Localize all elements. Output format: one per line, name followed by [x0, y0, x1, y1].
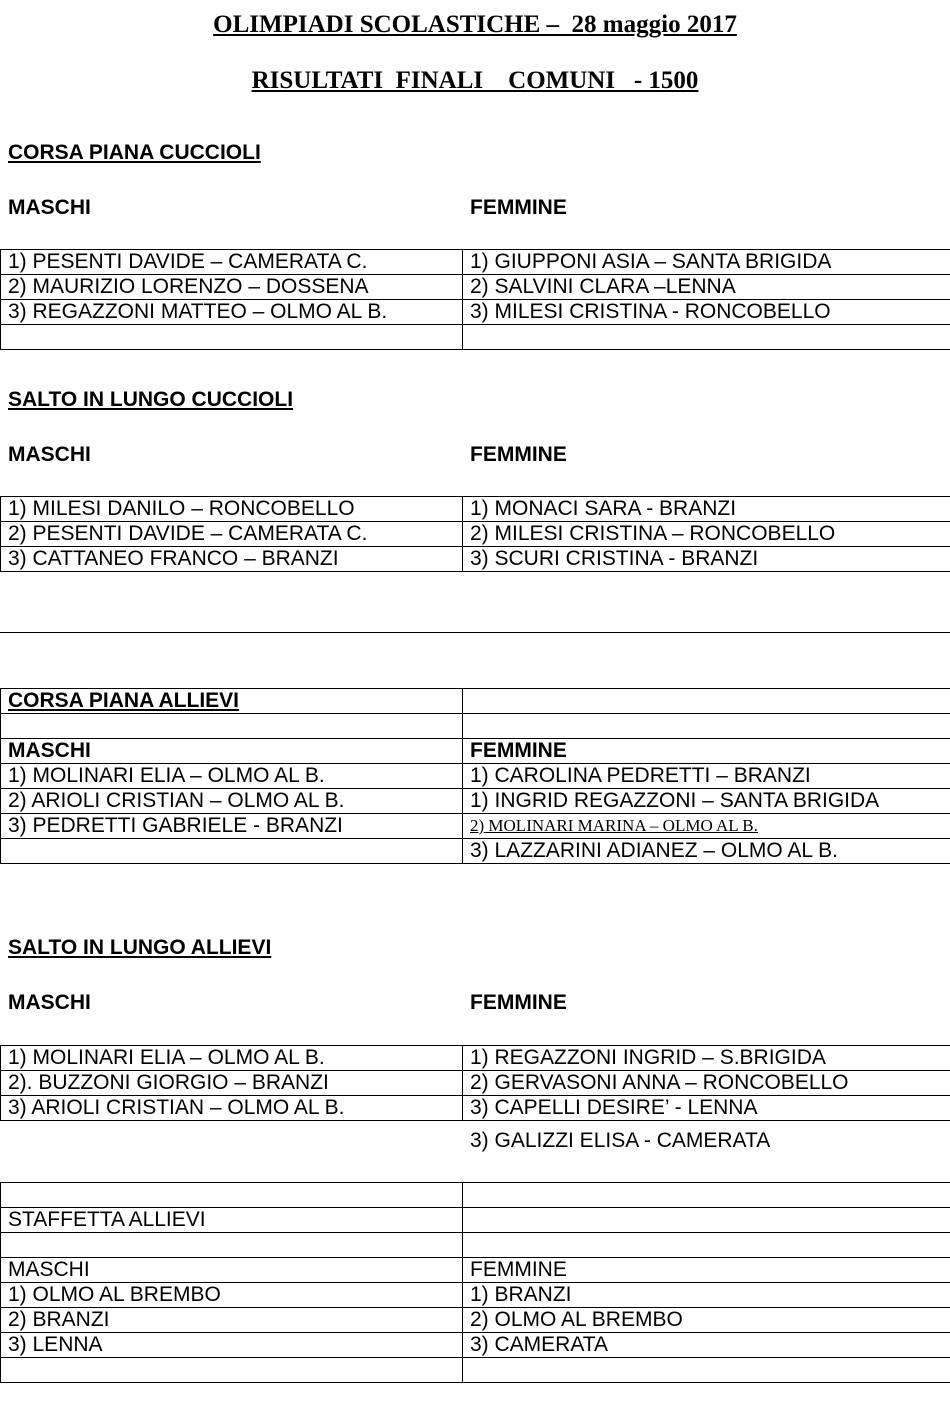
table-row: [1, 1283, 950, 1308]
results-table-corsa-allievi: [0, 688, 950, 864]
table-cell: 1) MONACI SARA - BRANZI: [463, 497, 950, 522]
table-cell: 3) MILESI CRISTINA - RONCOBELLO: [463, 300, 950, 325]
table-cell: 3) CATTANEO FRANCO – BRANZI: [1, 547, 463, 572]
table-row: [1, 1358, 950, 1383]
section-heading-salto-allievi: SALTO IN LUNGO ALLIEVI: [8, 936, 272, 959]
table-cell: 3) PEDRETTI GABRIELE - BRANZI: [1, 814, 463, 839]
table-row: [1, 814, 950, 839]
results-table-salto-allievi: [0, 1045, 950, 1121]
table-cell: 1) MOLINARI ELIA – OLMO AL B.: [1, 764, 463, 789]
table-row: [1, 522, 950, 547]
table-row: [1, 689, 950, 714]
table-cell: 2) BRANZI: [1, 1308, 463, 1333]
table-row: [1, 1183, 950, 1208]
section-divider: [0, 632, 950, 633]
table-row: [1, 714, 950, 739]
table-cell: [463, 325, 950, 350]
table-row: [1, 497, 950, 522]
table-cell: 1) MOLINARI ELIA – OLMO AL B.: [1, 1046, 463, 1071]
table-cell: 3) LENNA: [1, 1333, 463, 1358]
results-table-salto-cuccioli: [0, 496, 950, 572]
table-cell: 3) ARIOLI CRISTIAN – OLMO AL B.: [1, 1096, 463, 1121]
table-cell: 2) MAURIZIO LORENZO – DOSSENA: [1, 275, 463, 300]
table-cell: [1, 1233, 463, 1258]
table-cell: 3) CAMERATA: [463, 1333, 950, 1358]
label-maschi: MASCHI: [8, 443, 91, 466]
table-cell: [463, 1208, 950, 1233]
table-row: [1, 764, 950, 789]
results-table-staffetta-allievi: [0, 1182, 950, 1383]
table-cell: 2) PESENTI DAVIDE – CAMERATA C.: [1, 522, 463, 547]
table-cell: [463, 714, 950, 739]
table-cell: 2) MOLINARI MARINA – OLMO AL B.: [463, 814, 950, 839]
table-cell: 2) OLMO AL BREMBO: [463, 1308, 950, 1333]
table-row: [1, 739, 950, 764]
label-maschi: MASCHI: [8, 196, 91, 219]
table-cell: [463, 1233, 950, 1258]
table-cell: [1, 714, 463, 739]
table-row: [1, 547, 950, 572]
page-subtitle: RISULTATI FINALI COMUNI - 1500: [251, 67, 699, 94]
table-cell: [1, 325, 463, 350]
table-cell: 1) REGAZZONI INGRID – S.BRIGIDA: [463, 1046, 950, 1071]
table-cell: 2) ARIOLI CRISTIAN – OLMO AL B.: [1, 789, 463, 814]
table-row: [1, 1046, 950, 1071]
results-table-corsa-cuccioli: [0, 249, 950, 350]
label-femmine: FEMMINE: [470, 991, 567, 1014]
table-row: [1, 250, 950, 275]
table-cell: [463, 1358, 950, 1383]
table-cell: [463, 689, 950, 714]
table-cell: 3) SCURI CRISTINA - BRANZI: [463, 547, 950, 572]
table-cell: [463, 1183, 950, 1208]
table-row: [1, 1071, 950, 1096]
table-cell: 2) MILESI CRISTINA – RONCOBELLO: [463, 522, 950, 547]
table-row: [1, 325, 950, 350]
table-row: [1, 1096, 950, 1121]
label-femmine: FEMMINE: [470, 196, 567, 219]
section-heading-salto-cuccioli: SALTO IN LUNGO CUCCIOLI: [8, 388, 294, 411]
table-row: [1, 1333, 950, 1358]
table-row: [1, 1308, 950, 1333]
table-row: [1, 1233, 950, 1258]
table-cell: 1) MILESI DANILO – RONCOBELLO: [1, 497, 463, 522]
table-cell: 3) REGAZZONI MATTEO – OLMO AL B.: [1, 300, 463, 325]
table-cell: [1, 839, 463, 864]
table-cell: 2) GERVASONI ANNA – RONCOBELLO: [463, 1071, 950, 1096]
table-row: [1, 1258, 950, 1283]
table-cell: 1) CAROLINA PEDRETTI – BRANZI: [463, 764, 950, 789]
table-row: [1, 275, 950, 300]
section-heading-staffetta-allievi: STAFFETTA ALLIEVI: [1, 1208, 463, 1233]
table-cell: 3) LAZZARINI ADIANEZ – OLMO AL B.: [463, 839, 950, 864]
extra-result: 3) GALIZZI ELISA - CAMERATA: [470, 1129, 771, 1152]
label-maschi: MASCHI: [8, 991, 91, 1014]
table-cell: 3) CAPELLI DESIRE’ - LENNA: [463, 1096, 950, 1121]
page-title: OLIMPIADI SCOLASTICHE – 28 maggio 2017: [213, 11, 737, 38]
table-row: [1, 300, 950, 325]
table-row: [1, 1208, 950, 1233]
table-cell: 1) OLMO AL BREMBO: [1, 1283, 463, 1308]
label-maschi: MASCHI: [1, 1258, 463, 1283]
table-cell: 1) GIUPPONI ASIA – SANTA BRIGIDA: [463, 250, 950, 275]
table-row: [1, 839, 950, 864]
table-cell: 1) INGRID REGAZZONI – SANTA BRIGIDA: [463, 789, 950, 814]
table-row: [1, 789, 950, 814]
table-cell: 2) SALVINI CLARA –LENNA: [463, 275, 950, 300]
label-femmine: FEMMINE: [463, 739, 950, 764]
table-cell: [1, 1358, 463, 1383]
table-cell: 1) BRANZI: [463, 1283, 950, 1308]
section-heading-corsa-allievi: CORSA PIANA ALLIEVI: [1, 689, 463, 714]
label-femmine: FEMMINE: [470, 443, 567, 466]
section-heading-corsa-cuccioli: CORSA PIANA CUCCIOLI: [8, 141, 261, 164]
table-cell: [1, 1183, 463, 1208]
label-femmine: FEMMINE: [463, 1258, 950, 1283]
label-maschi: MASCHI: [1, 739, 463, 764]
table-cell: 1) PESENTI DAVIDE – CAMERATA C.: [1, 250, 463, 275]
table-cell: 2). BUZZONI GIORGIO – BRANZI: [1, 1071, 463, 1096]
